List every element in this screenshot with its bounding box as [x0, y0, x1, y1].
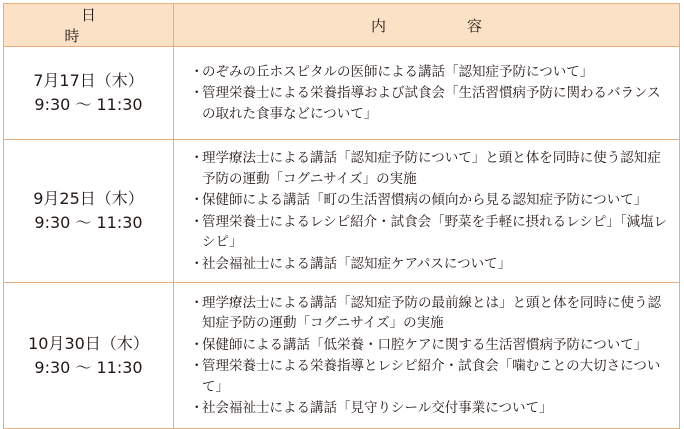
- list-item: [190, 335, 673, 356]
- list-item: [190, 190, 673, 211]
- list-item: [190, 83, 673, 124]
- content-cell: [174, 140, 680, 283]
- list-item: [190, 254, 673, 275]
- table-row: [4, 47, 680, 140]
- bullet-mark: ・: [190, 400, 204, 416]
- bullet-mark: ・: [190, 150, 204, 166]
- list-item: [190, 293, 673, 334]
- bullet-mark: ・: [190, 358, 204, 374]
- bullet-mark: ・: [190, 192, 204, 208]
- list-item-text: 管理栄養士によるレシピ紹介・試食会「野菜を手軽に摂れるレシピ」「減塩レシピ」: [202, 213, 668, 250]
- list-item-text: 保健師による講話「低栄養・口腔ケアに関する生活習慣病予防について」: [202, 336, 648, 353]
- content-cell: [174, 47, 680, 140]
- content-list: [190, 148, 673, 274]
- event-time: 9:30 ～ 11:30: [34, 357, 143, 377]
- list-item: [190, 148, 673, 189]
- list-item-text: 管理栄養士による栄養指導とレシピ紹介・試食会「噛むことの大切さについて」: [202, 358, 661, 395]
- event-time: 9:30 ～ 11:30: [34, 213, 143, 232]
- event-time: 9:30 ～ 11:30: [34, 95, 143, 114]
- list-item-text: 社会福祉士による講話「認知症ケアパスについて」: [202, 255, 512, 272]
- date-cell: [4, 283, 174, 429]
- list-item-text: 保健師による講話「町の生活習慣病の傾向から見る認知症予防について」: [202, 192, 648, 208]
- content-list: [190, 293, 673, 419]
- header-date: [4, 4, 178, 47]
- bullet-mark: ・: [190, 255, 204, 272]
- list-item-text: 管理栄養士による栄養指導および試食会「生活習慣病予防に関わるバランスの取れた食事などについて」: [202, 85, 661, 122]
- list-item: [190, 356, 673, 397]
- event-date: 10月30日（木）: [28, 333, 149, 353]
- event-date: 7月17日（木）: [33, 71, 144, 90]
- content-cell: [174, 283, 680, 429]
- list-item-text: 理学療法士による講話「認知症予防について」と頭と体を同時に使う認知症予防の運動「コグニサイズ」の実施: [202, 150, 661, 187]
- content-list: [190, 62, 673, 125]
- schedule-table: [3, 3, 680, 429]
- table-row: [4, 140, 680, 283]
- table-row: [4, 283, 680, 429]
- header-content-label: 内 容: [370, 16, 515, 35]
- list-item-text: 社会福祉士による講話「見守りシール交付事業について」: [202, 400, 553, 416]
- bullet-mark: ・: [190, 85, 204, 102]
- header-content: [174, 4, 680, 47]
- bullet-mark: ・: [190, 63, 204, 80]
- bullet-mark: ・: [190, 213, 204, 230]
- list-item-text: 理学療法士による講話「認知症予防の最前線とは」と頭と体を同時に使う認知症予防の運動「コグニサイズ」の実施: [202, 294, 661, 331]
- table-header-row: [4, 4, 680, 47]
- bullet-mark: ・: [190, 294, 204, 311]
- event-date: 9月25日（木）: [33, 189, 144, 208]
- list-item-text: のぞみの丘ホスピタルの医師による講話「認知症予防について」: [202, 63, 594, 80]
- bullet-mark: ・: [190, 336, 204, 353]
- list-item: [190, 212, 673, 253]
- list-item: [190, 398, 673, 419]
- header-date-label: 日 時: [64, 6, 178, 45]
- list-item: [190, 62, 673, 83]
- date-cell: [4, 47, 174, 140]
- date-cell: [4, 140, 174, 283]
